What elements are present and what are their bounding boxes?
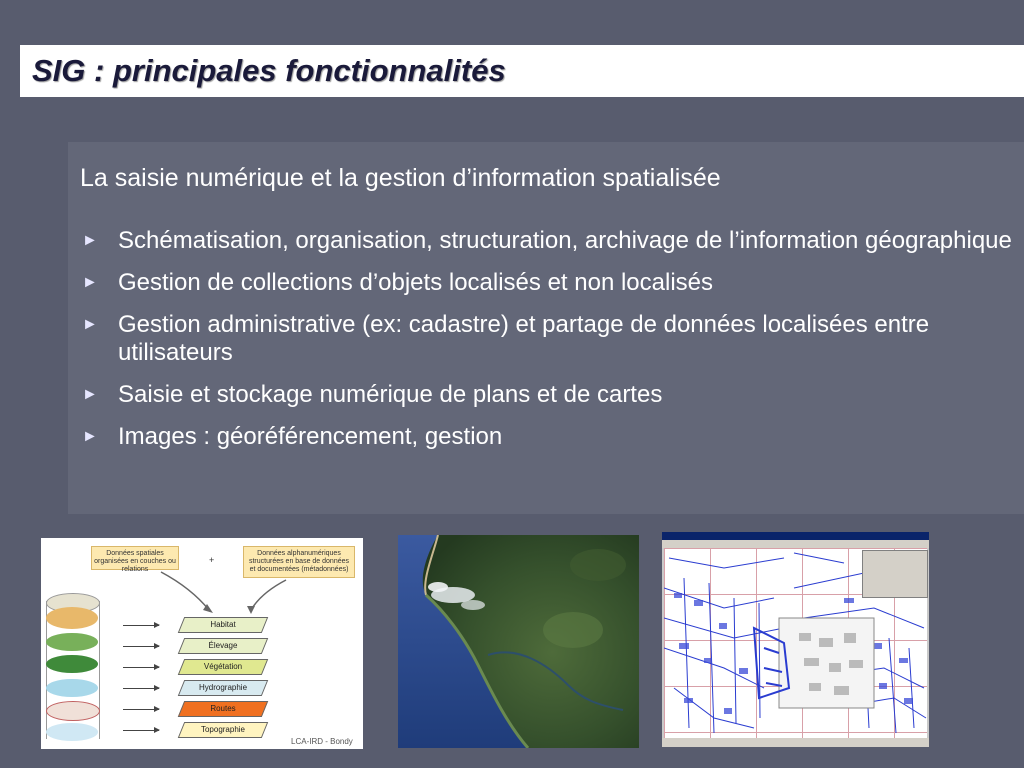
bullet-text: Gestion de collections d’objets localisés et non localisés (118, 269, 713, 296)
arrow-icon (123, 625, 159, 626)
bullet-list (82, 227, 1018, 465)
bullet-arrow-icon: ► (82, 232, 98, 249)
content-panel (68, 142, 1024, 514)
satellite-image (398, 535, 639, 748)
alphanumeric-data-note: Données alphanumériques structurées en base de données et documentées (métadonnées) (243, 546, 355, 578)
bullet-text: Gestion administrative (ex: cadastre) et partage de données localisées entre utilisateurs (118, 311, 930, 366)
window-toolbar (662, 540, 929, 548)
bullet-arrow-icon: ► (82, 274, 98, 291)
plus-sign: + (209, 555, 215, 565)
window-statusbar (662, 738, 929, 747)
arrow-icon (123, 709, 159, 710)
title-bar (20, 45, 1024, 97)
layer-vegetation: Végétation (178, 659, 268, 675)
image-credit: LCA-IRD - Bondy (291, 737, 353, 746)
bullet-arrow-icon: ► (82, 428, 98, 445)
layer-hydrographie: Hydrographie (178, 680, 268, 696)
bullet-item (82, 381, 1018, 409)
slide-title: SIG : principales fonctionnalités (32, 53, 506, 88)
bullet-text: Images : géoréférencement, gestion (118, 423, 503, 450)
layer-topographie: Topographie (178, 722, 268, 738)
arrow-icon (123, 688, 159, 689)
bullet-arrow-icon: ► (82, 386, 98, 403)
layer-elevage: Élevage (178, 638, 268, 654)
slide-subtitle: La saisie numérique et la gestion d’information spatialisée (80, 164, 721, 192)
arrow-icon (123, 667, 159, 668)
bullet-item (82, 311, 1018, 367)
properties-dialog (862, 550, 928, 598)
arrow-icon (123, 646, 159, 647)
bullet-arrow-icon: ► (82, 316, 98, 333)
bullet-item (82, 423, 1018, 451)
bullet-text: Saisie et stockage numérique de plans et de cartes (118, 381, 663, 408)
layer-routes: Routes (178, 701, 268, 717)
layer-habitat: Habitat (178, 617, 268, 633)
gis-software-screenshot (662, 532, 929, 747)
window-titlebar (662, 532, 929, 540)
layer-stack-illustration (41, 593, 103, 743)
bullet-item (82, 227, 1018, 255)
arrow-icon (123, 730, 159, 731)
bullet-item (82, 269, 1018, 297)
bullet-text: Schématisation, organisation, structuration, archivage de l’information géographique (118, 227, 1012, 254)
gis-layers-diagram (41, 538, 363, 749)
spatial-data-note: Données spatiales organisées en couches ou relations (91, 546, 179, 570)
satellite-coastline-illustration (398, 535, 639, 748)
